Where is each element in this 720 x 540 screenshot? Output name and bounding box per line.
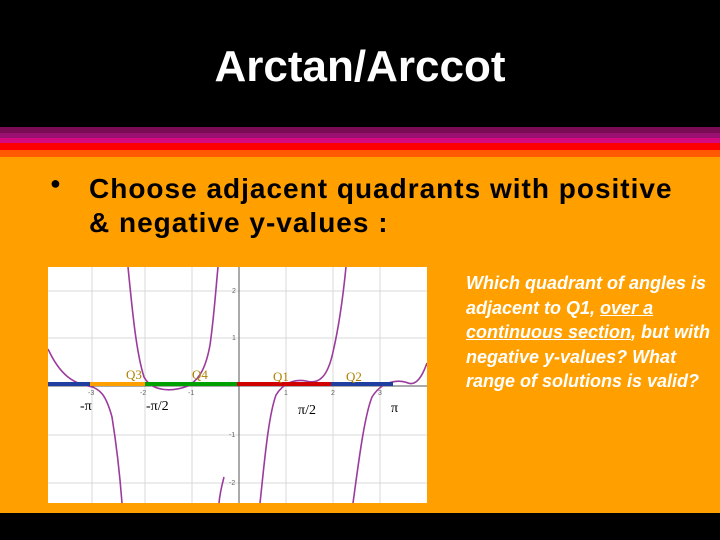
label-neg-pi: -π bbox=[80, 399, 92, 414]
label-q4: Q4 bbox=[192, 367, 208, 382]
tangent-graph bbox=[48, 267, 427, 503]
xtick-label: 1 bbox=[284, 390, 288, 397]
label-neg-half-pi: -π/2 bbox=[146, 399, 169, 414]
question-part3: , but with negative y-values? What range of solutions is valid? bbox=[466, 322, 710, 391]
bullet-text: Choose adjacent quadrants with positive & negative y-values : bbox=[89, 173, 673, 238]
stripe-5 bbox=[0, 150, 720, 157]
label-q2: Q2 bbox=[346, 369, 362, 384]
ytick-label: 2 bbox=[232, 288, 236, 295]
xtick-label: -1 bbox=[188, 390, 195, 397]
bottom-bar bbox=[0, 513, 720, 540]
ytick-label: 1 bbox=[232, 335, 236, 342]
stripe-4 bbox=[0, 143, 720, 150]
xtick-label: 3 bbox=[378, 390, 382, 397]
slide-title: Arctan/Arccot bbox=[214, 42, 506, 91]
ytick-label: -1 bbox=[229, 432, 236, 439]
label-q3: Q3 bbox=[126, 367, 142, 382]
question-emphasis: over a continuous section bbox=[466, 297, 654, 342]
label-half-pi: π/2 bbox=[298, 403, 316, 418]
title-bar bbox=[0, 0, 720, 127]
label-pi: π bbox=[391, 401, 399, 416]
bullet-marker: ● bbox=[50, 173, 61, 193]
ytick-label: -2 bbox=[229, 480, 236, 487]
question-part1: Which quadrant of angles is adjacent to Q1, bbox=[466, 273, 707, 318]
xtick-label: -3 bbox=[88, 390, 95, 397]
xtick-label: -2 bbox=[140, 390, 147, 397]
label-q1: Q1 bbox=[273, 369, 289, 384]
xtick-label: 2 bbox=[331, 390, 335, 397]
question-text bbox=[466, 271, 716, 394]
